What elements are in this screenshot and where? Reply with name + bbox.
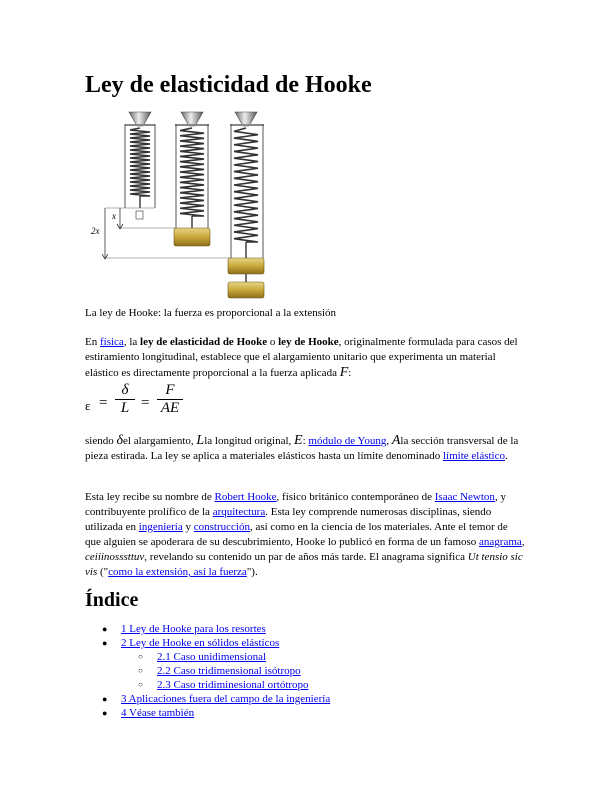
link-limite-elastico[interactable]: límite elástico	[442, 450, 505, 462]
spring-3	[234, 128, 258, 242]
document-page: Ley de elasticidad de Hooke x 2x La ley de Hooke: la fuerza es proporcional a la extensión En física, la ley de elasticidad de Hooke o ley de Hooke, originalmente formulada para casos del estiramiento longitudinal, establece que el alargamiento unitario que experimenta un material elástico es directamente proporcional a la fuerza aplicada F: ε = δ L = F AE siendo δel alargamiento, Lla longitud original, E: módulo de Young, Ala sección transversal de la pieza estirada. La ley se aplica a materiales elásticos hasta un límite denominado límite elástico. Esta ley recibe su nombre de Robert Hooke, físico británico contemporáneo de Isaac Newton, y contribuyente prolífico de la arquitectura. Esta ley comprende numerosas disciplinas, siendo utilizada en ingeniería y construcción, así como en la ciencia de los materiales. Ante el temor de que alguien se apoderara de su descubrimiento, Hooke lo publicó en forma de un famoso anagrama, ceiiinosssttuv, revelando su contenido un par de años más tarde. El anagrama significa Ut tensio sic vis ("como la extensión, así la fuerza"). Índice ● 1 Ley de Hooke para los resortes ● 2 Ley de Hooke en sólidos elásticos ○ 2.1 Caso unidimensional ○ 2.2 Caso tridimensional isótropo ○ 2.3 Caso tridiminesional ortótropo ● 3 Aplicaciones fuera del campo de la ingeniería ● 4 Véase también	[85, 72, 525, 719]
toc-link-2[interactable]: 2 Ley de Hooke en sólidos elásticos	[121, 637, 280, 649]
toc-heading: Índice	[85, 589, 139, 611]
link-fisica[interactable]: física	[99, 336, 124, 348]
link-como-la-extension[interactable]: como la extensión, así la fuerza	[108, 566, 247, 578]
link-construccion[interactable]: construcción	[193, 521, 250, 533]
hooke-springs-figure	[85, 108, 275, 300]
bullet-icon: ●	[102, 694, 108, 704]
weight-2b	[228, 282, 264, 298]
toc-link-2-2[interactable]: 2.2 Caso tridimensional isótropo	[157, 665, 301, 677]
toc-link-4[interactable]: 4 Véase también	[121, 707, 195, 719]
figure-caption: La ley de Hooke: la fuerza es proporcional a la extensión	[85, 307, 337, 319]
hanger-2	[181, 112, 203, 126]
hanger-1	[129, 112, 151, 126]
link-ingenieria[interactable]: ingeniería	[138, 521, 183, 533]
spring-2	[180, 128, 204, 216]
history-paragraph: Esta ley recibe su nombre de Robert Hooke, físico británico contemporáneo de Isaac Newton, y contribuyente prolífico de la arquitectura. Esta ley comprende numerosas disciplinas, siendo utilizada en ingeniería y construcción, así como en la ciencia de los materiales. Ante el temor de que alguien se apoderara de su descubrimiento, Hooke lo publicó en forma de un famoso anagrama, ceiiinosssttuv, revelando su contenido un par de años más tarde. El anagrama significa Ut tensio sic vis ("como la extensión, así la fuerza").	[85, 491, 525, 578]
label-2x: 2x	[91, 226, 100, 236]
toc-link-2-1[interactable]: 2.1 Caso unidimensional	[157, 651, 267, 663]
toc-link-1[interactable]: 1 Ley de Hooke para los resortes	[121, 623, 266, 635]
spring-1	[130, 128, 150, 196]
link-modulo-young[interactable]: módulo de Young	[308, 435, 387, 447]
hanger-3	[235, 112, 257, 126]
bullet-icon: ●	[102, 638, 108, 648]
link-robert-hooke[interactable]: Robert Hooke	[214, 491, 277, 503]
bullet-icon: ●	[102, 708, 108, 718]
definitions-paragraph: siendo δel alargamiento, Lla longitud original, E: módulo de Young, Ala sección transversal de la pieza estirada. La ley se aplica a materiales elásticos hasta un límite denominado límite elástico.	[85, 433, 519, 462]
toc-link-2-3[interactable]: 2.3 Caso tridiminesional ortótropo	[157, 679, 309, 691]
link-arquitectura[interactable]: arquitectura	[212, 506, 266, 518]
circle-bullet-icon: ○	[138, 666, 143, 675]
weight-1	[174, 228, 210, 246]
weight-2a	[228, 258, 264, 274]
bullet-icon: ●	[102, 624, 108, 634]
intro-paragraph: En física, la ley de elasticidad de Hooke o ley de Hooke, originalmente formulada para casos del estiramiento longitudinal, establece que el alargamiento unitario que experimenta un material elástico es directamente proporcional a la fuerza aplicada F:	[85, 336, 518, 380]
label-x: x	[112, 211, 116, 221]
toc-link-3[interactable]: 3 Aplicaciones fuera del campo de la ingeniería	[121, 693, 331, 705]
page-title: Ley de elasticidad de Hooke	[85, 72, 372, 98]
link-isaac-newton[interactable]: Isaac Newton	[434, 491, 495, 503]
link-anagrama[interactable]: anagrama	[479, 536, 522, 548]
circle-bullet-icon: ○	[138, 680, 143, 689]
circle-bullet-icon: ○	[138, 652, 143, 661]
